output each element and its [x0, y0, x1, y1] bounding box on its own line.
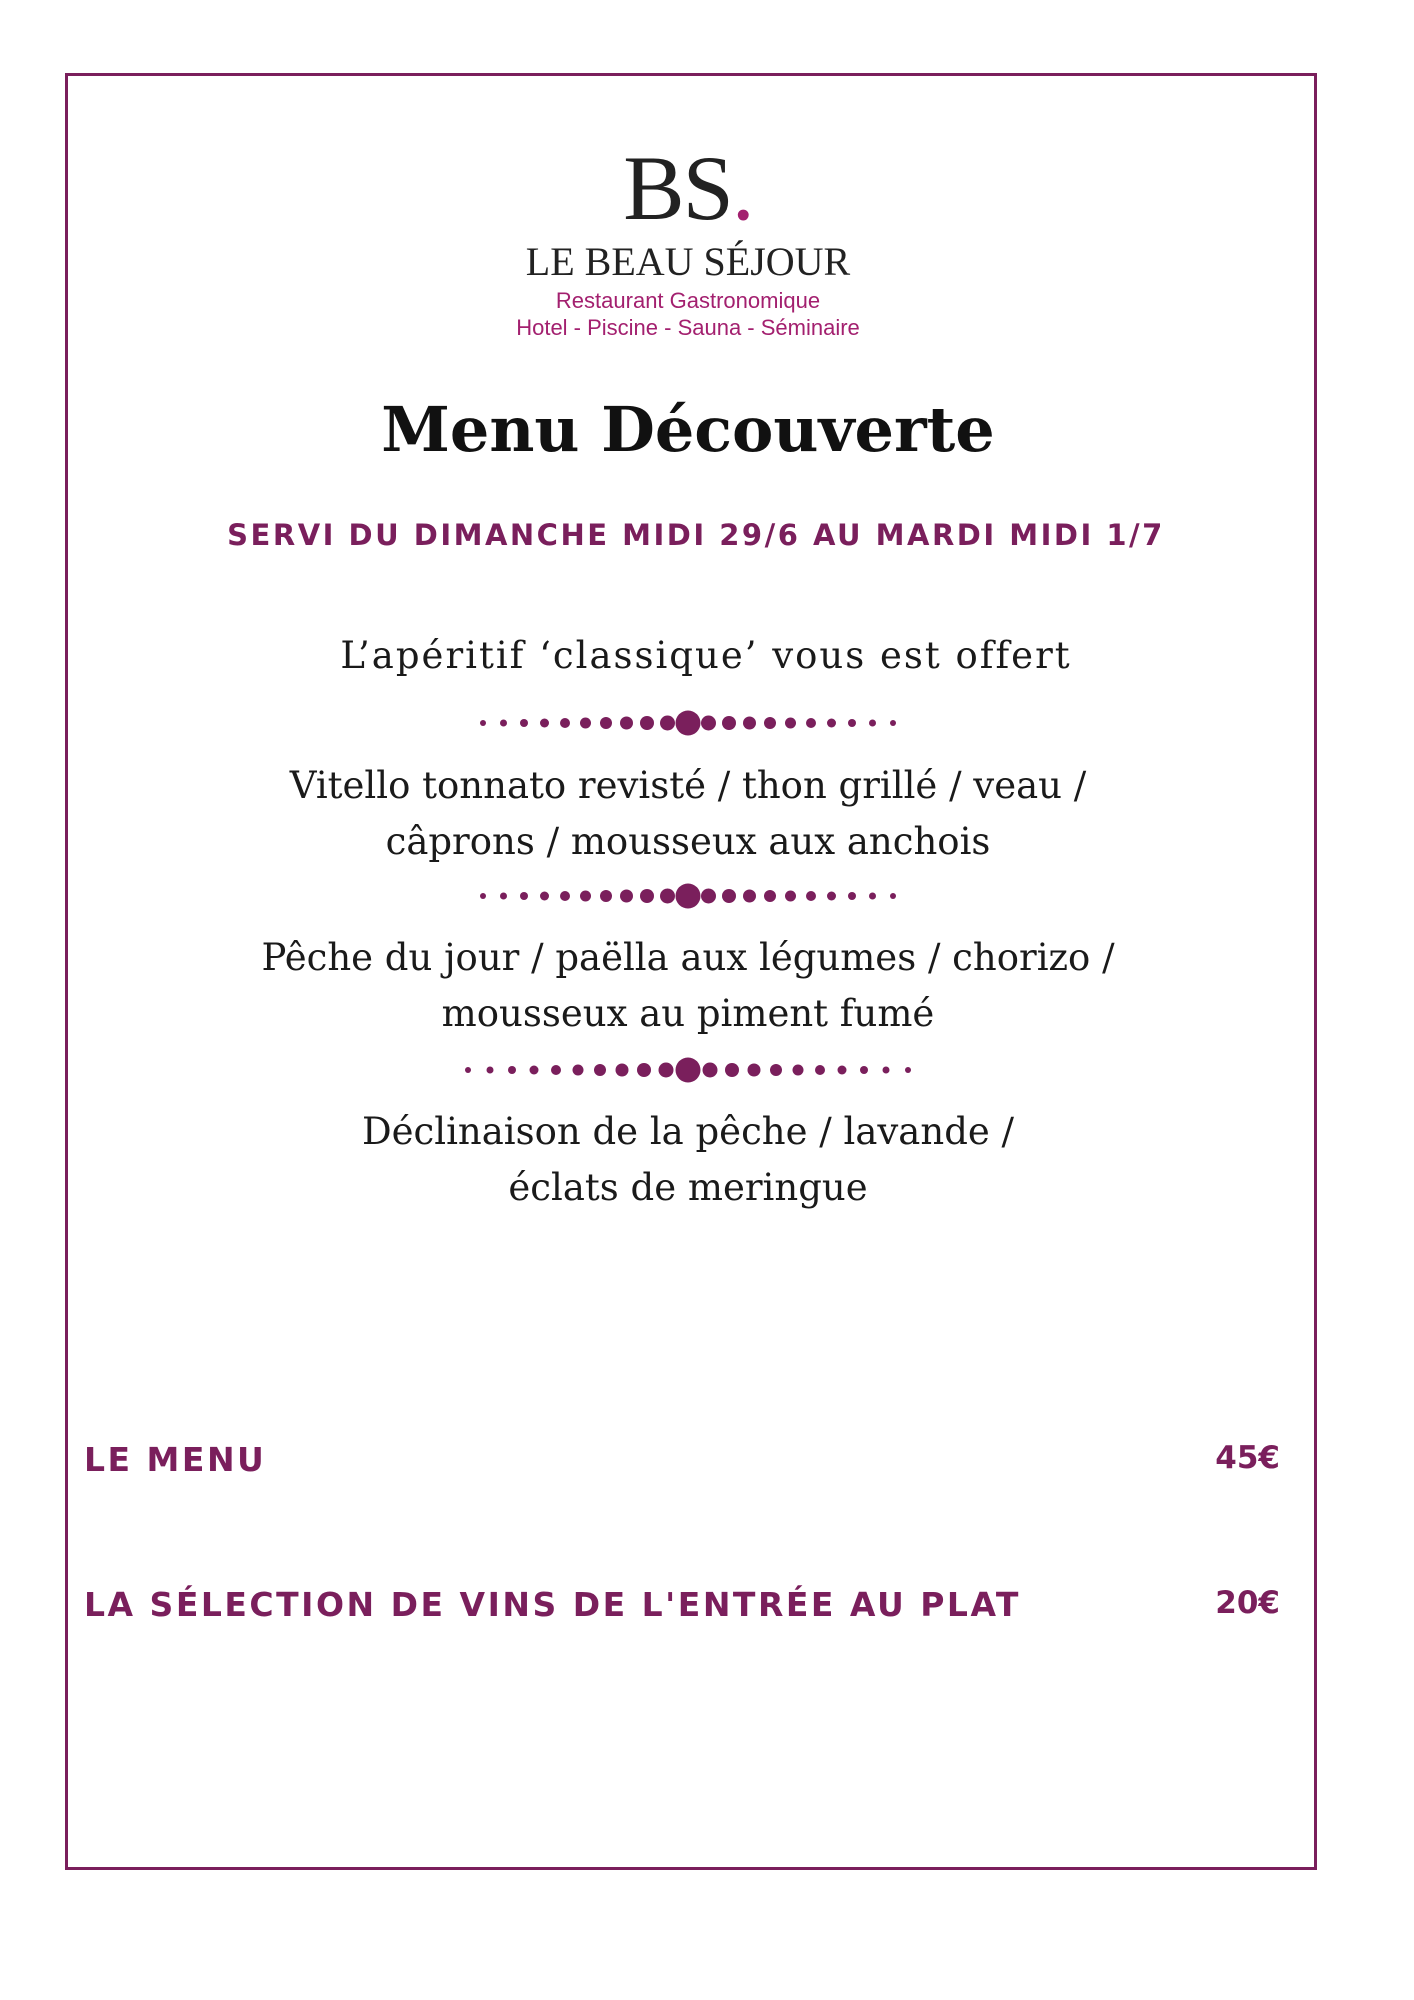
divider-dot	[560, 891, 570, 901]
divider-dot	[806, 718, 816, 728]
divider-dot	[722, 716, 736, 730]
divider-dot	[806, 891, 816, 901]
divider-dot	[580, 718, 591, 729]
divider-dot	[770, 1064, 782, 1076]
divider-dot	[743, 717, 756, 730]
served-dates: SERVI DU DIMANCHE MIDI 29/6 AU MARDI MIDI 1/7	[227, 518, 1165, 552]
dot-divider-graphic	[468, 708, 908, 738]
menu-title: Menu Découverte	[381, 393, 995, 466]
divider-dot	[640, 889, 654, 903]
divider-dot	[480, 720, 486, 726]
divider-dot	[659, 1063, 674, 1078]
divider-dot	[722, 889, 736, 903]
divider-dot	[701, 716, 716, 731]
divider-dot	[725, 1063, 739, 1077]
divider-dot	[600, 717, 612, 729]
divider-dot	[869, 720, 876, 727]
divider-dot	[764, 890, 776, 902]
divider-dot	[465, 1067, 471, 1073]
divider-dot	[764, 717, 776, 729]
course-starter	[0, 758, 1376, 870]
course-line: mousseux au piment fumé	[441, 992, 935, 1035]
divider-dot	[785, 891, 796, 902]
divider-center-dot	[676, 884, 701, 909]
price-value-menu: 45€	[1215, 1440, 1280, 1476]
course-line: câprons / mousseux aux anchois	[385, 820, 991, 863]
divider-dot	[580, 891, 591, 902]
divider-dot	[520, 892, 528, 900]
divider-dot	[890, 720, 896, 726]
aperitif-line: L’apéritif ‘classique’ vous est offert	[340, 634, 1072, 677]
divider-dot	[701, 889, 716, 904]
divider-dot	[620, 890, 633, 903]
price-label-menu: LE MENU	[84, 1440, 267, 1479]
dot-divider-graphic	[468, 881, 908, 911]
divider-center-dot	[676, 711, 701, 736]
divider-dot	[848, 719, 856, 727]
divider-dot	[793, 1065, 804, 1076]
course-line: Vitello tonnato revisté / thon grillé / veau /	[289, 764, 1087, 807]
divider-dot	[660, 716, 675, 731]
divider-dot	[508, 1066, 516, 1074]
logo-services: Hotel - Piscine - Sauna - Séminaire	[516, 315, 860, 340]
divider-dot	[815, 1065, 825, 1075]
divider-dot	[860, 1066, 868, 1074]
course-line: Pêche du jour / paëlla aux légumes / chorizo /	[261, 936, 1115, 979]
divider-dot	[640, 716, 654, 730]
divider-dot	[827, 892, 836, 901]
divider-dot	[905, 1067, 911, 1073]
divider-dot	[551, 1065, 561, 1075]
divider-center-dot	[676, 1058, 701, 1083]
divider-dot	[703, 1063, 718, 1078]
divider-dot	[500, 893, 507, 900]
divider-dot	[848, 892, 856, 900]
divider-dot	[620, 717, 633, 730]
divider-dot	[594, 1064, 606, 1076]
logo-name: LE BEAU SÉJOUR	[525, 239, 851, 284]
divider-dot	[540, 719, 549, 728]
divider-dot	[520, 719, 528, 727]
divider-dot	[573, 1065, 584, 1076]
dot-divider-graphic	[453, 1055, 923, 1085]
dot-divider	[0, 1055, 1376, 1085]
divider-dot	[480, 893, 486, 899]
course-main	[0, 930, 1376, 1042]
logo-subtitle: Restaurant Gastronomique	[555, 288, 821, 313]
divider-dot	[600, 890, 612, 902]
course-dessert	[0, 1104, 1376, 1216]
divider-dot	[500, 720, 507, 727]
divider-dot	[883, 1067, 890, 1074]
divider-dot	[748, 1064, 761, 1077]
logo-monogram-dot: .	[731, 137, 753, 239]
price-label-wine: LA SÉLECTION DE VINS DE L'ENTRÉE AU PLAT	[84, 1585, 1021, 1624]
dot-divider	[0, 708, 1376, 738]
divider-dot	[530, 1066, 539, 1075]
divider-dot	[838, 1066, 847, 1075]
divider-dot	[560, 718, 570, 728]
divider-dot	[743, 890, 756, 903]
price-value-wine: 20€	[1215, 1585, 1280, 1621]
divider-dot	[487, 1067, 494, 1074]
divider-dot	[660, 889, 675, 904]
divider-dot	[785, 718, 796, 729]
logo-monogram-letters: BS	[623, 137, 732, 239]
divider-dot	[616, 1064, 629, 1077]
divider-dot	[540, 892, 549, 901]
divider-dot	[890, 893, 896, 899]
divider-dot	[827, 719, 836, 728]
divider-dot	[869, 893, 876, 900]
divider-dot	[637, 1063, 651, 1077]
dot-divider	[0, 881, 1376, 911]
course-line: Déclinaison de la pêche / lavande /	[361, 1110, 1015, 1153]
logo-monogram	[0, 138, 1376, 238]
course-line: éclats de meringue	[508, 1166, 868, 1209]
